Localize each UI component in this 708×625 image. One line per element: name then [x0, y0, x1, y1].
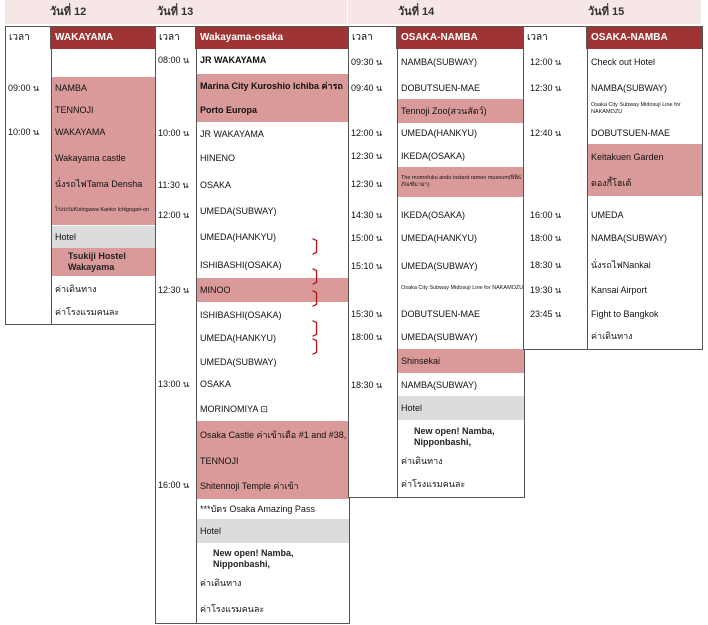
time-cell: 15:10 น	[351, 260, 383, 271]
time-cell: 12:30 น	[351, 150, 383, 161]
subway-line-note: Osaka City Subway Midosuji Line for NAKAMOZU	[591, 102, 681, 115]
schedule-entry: ISHIBASHI(OSAKA)	[200, 309, 282, 320]
day-15-schedule	[523, 26, 703, 350]
time-cell: 18:00 น	[351, 331, 383, 342]
schedule-entry: Fight to Bangkok	[591, 308, 659, 319]
schedule-entry: UMEDA(HANKYU)	[401, 127, 478, 138]
day-13-header	[155, 0, 347, 24]
hotel-cost-label: ค่าโรงแรมคนละ	[55, 306, 120, 317]
place-column-header: OSAKA-NAMBA	[587, 27, 702, 49]
schedule-entry: UMEDA	[591, 209, 624, 220]
time-cell: 09:40 น	[351, 82, 383, 93]
time-cell: 12:00 น	[351, 127, 383, 138]
schedule-entry: โรงแรมKishigawa Kanko Ichigogari-on	[52, 195, 156, 225]
time-column-header: เวลา	[156, 27, 196, 49]
time-cell: 09:00 น	[8, 82, 40, 93]
schedule-entry: JR WAKAYAMA	[200, 128, 264, 139]
time-cell: 12:00 น	[530, 56, 562, 67]
squiggle-mark: 〕	[312, 338, 329, 357]
schedule-entry: NAMBA(SUBWAY)	[591, 82, 668, 93]
schedule-entry: DOBUTSUEN-MAE	[591, 127, 671, 138]
schedule-entry: ISHIBASHI(OSAKA)	[200, 259, 282, 270]
time-cell: 12:30 น	[158, 284, 190, 295]
subway-line-note: Osaka City Subway Midosuji Line for NAKAMOZU	[401, 284, 524, 291]
time-cell: 10:00 น	[158, 127, 190, 138]
travel-cost-label: ค่าเดินทาง	[200, 577, 242, 588]
time-cell: 11:30 น	[158, 179, 189, 190]
schedule-entry: OSAKA	[200, 179, 232, 190]
schedule-entry: NAMBA(SUBWAY)	[591, 232, 668, 243]
day-13-label: วันที่ 13	[157, 6, 194, 18]
time-column-header: เวลา	[349, 27, 397, 49]
time-cell: 16:00 น	[158, 479, 190, 490]
schedule-entry: UMEDA(HANKYU)	[200, 231, 277, 242]
schedule-entry: UMEDA(SUBWAY)	[200, 205, 277, 216]
hotel-cost-label: ค่าโรงแรมคนละ	[200, 603, 265, 614]
time-cell: 19:30 น	[530, 284, 562, 295]
hotel-label: Hotel	[52, 226, 156, 248]
hotel-name: Tsukiji Hostel Wakayama	[52, 248, 156, 276]
schedule-entry: UMEDA(SUBWAY)	[401, 331, 478, 342]
day-15-label: วันที่ 15	[588, 6, 625, 18]
time-cell: 23:45 น	[530, 308, 562, 319]
schedule-entry: NAMBA	[52, 77, 156, 99]
time-cell: 10:00 น	[8, 126, 40, 137]
schedule-entry: Check out Hotel	[591, 56, 656, 67]
schedule-entry: UMEDA(HANKYU)	[200, 332, 277, 343]
travel-cost-label: ค่าเดินทาง	[55, 283, 97, 294]
time-cell: 12:00 น	[158, 209, 190, 220]
schedule-entry: The momofuku ando instant ramen museum(พิพิธภัณฑ์มาม่า)	[398, 167, 524, 197]
time-cell: 18:00 น	[530, 232, 562, 243]
schedule-entry: Porto Europa	[197, 98, 349, 122]
squiggle-mark: 〕	[312, 238, 329, 257]
squiggle-mark: 〕	[312, 268, 329, 287]
place-column-header: Wakayama-osaka	[196, 27, 349, 49]
time-cell: 14:30 น	[351, 209, 383, 220]
travel-cost-label: ค่าเดินทาง	[591, 330, 633, 341]
time-cell: 18:30 น	[351, 379, 383, 390]
schedule-entry: IKEDA(OSAKA)	[401, 209, 466, 220]
time-cell: 15:30 น	[351, 308, 383, 319]
day-12-label: วันที่ 12	[50, 6, 87, 18]
schedule-entry: DOBUTSUEN-MAE	[401, 308, 481, 319]
schedule-entry: HINENO	[200, 152, 236, 163]
day-13-schedule	[155, 26, 350, 624]
time-cell: 18:30 น	[530, 259, 562, 270]
hotel-label: Hotel	[398, 396, 524, 420]
schedule-entry: Shitennoji Temple ค่าเข้า	[197, 473, 349, 499]
hotel-label: Hotel	[197, 519, 349, 543]
squiggle-mark: 〕	[312, 320, 329, 339]
time-cell: 12:30 น	[351, 178, 383, 189]
schedule-entry: TENNOJI	[52, 99, 156, 121]
day-14-schedule	[348, 26, 525, 498]
schedule-entry: TENNOJI	[197, 449, 349, 473]
schedule-entry: OSAKA	[200, 378, 232, 389]
time-cell: 15:00 น	[351, 232, 383, 243]
schedule-entry: UMEDA(HANKYU)	[401, 232, 478, 243]
schedule-entry: Kansai Airport	[591, 284, 648, 295]
schedule-entry: JR WAKAYAMA	[200, 54, 267, 65]
squiggle-mark: 〕	[312, 290, 329, 309]
schedule-entry: UMEDA(SUBWAY)	[200, 356, 277, 367]
schedule-entry: Keitakuen Garden	[588, 144, 702, 170]
schedule-entry: UMEDA(SUBWAY)	[401, 260, 478, 271]
schedule-entry: MORINOMIYA ⊡	[200, 403, 268, 414]
schedule-entry: NAMBA(SUBWAY)	[401, 56, 478, 67]
time-cell: 08:00 น	[158, 54, 190, 65]
schedule-entry: Osaka Castle ค่าเข้าเดือ #1 and #38,	[197, 421, 349, 449]
schedule-entry: Shinsekai	[398, 349, 524, 373]
schedule-entry: DOBUTSUEN-MAE	[401, 82, 481, 93]
schedule-entry: NAMBA(SUBWAY)	[401, 379, 478, 390]
hotel-name: New open! Namba, Nipponbashi,	[414, 426, 495, 447]
schedule-entry: นั่งรถไฟTama Densha	[52, 173, 156, 195]
schedule-entry: MINOO	[197, 278, 349, 302]
day-14-header	[348, 0, 701, 24]
schedule-entry: ดองกี้โฮเต้	[588, 170, 702, 196]
travel-cost-label: ค่าเดินทาง	[401, 455, 443, 466]
schedule-entry: Tennoji Zoo(สวนสัตว์)	[398, 99, 524, 123]
pass-note: ***บัตร Osaka Amazing Pass	[200, 503, 315, 514]
day-12-schedule	[5, 26, 157, 325]
time-cell: 16:00 น	[530, 209, 562, 220]
hotel-name: New open! Namba, Nipponbashi,	[213, 548, 294, 569]
time-cell: 12:30 น	[530, 82, 562, 93]
schedule-entry: IKEDA(OSAKA)	[401, 150, 466, 161]
schedule-entry: WAKAYAMA	[52, 121, 156, 143]
place-column-header: WAKAYAMA	[51, 27, 156, 49]
schedule-entry: นั่งรถไฟNankai	[591, 259, 651, 270]
day-14-label: วันที่ 14	[398, 6, 435, 18]
time-cell: 12:40 น	[530, 127, 562, 138]
time-column-header: เวลา	[6, 27, 51, 49]
place-column-header: OSAKA-NAMBA	[397, 27, 524, 49]
schedule-entry: Marina City Kuroshio Ichiba ค่ารถ	[197, 74, 349, 98]
time-cell: 13:00 น	[158, 378, 190, 389]
time-column-header: เวลา	[524, 27, 587, 49]
schedule-entry: Wakayama castle	[52, 143, 156, 173]
day-12-header	[5, 0, 160, 24]
time-cell: 09:30 น	[351, 56, 383, 67]
hotel-cost-label: ค่าโรงแรมคนละ	[401, 478, 466, 489]
